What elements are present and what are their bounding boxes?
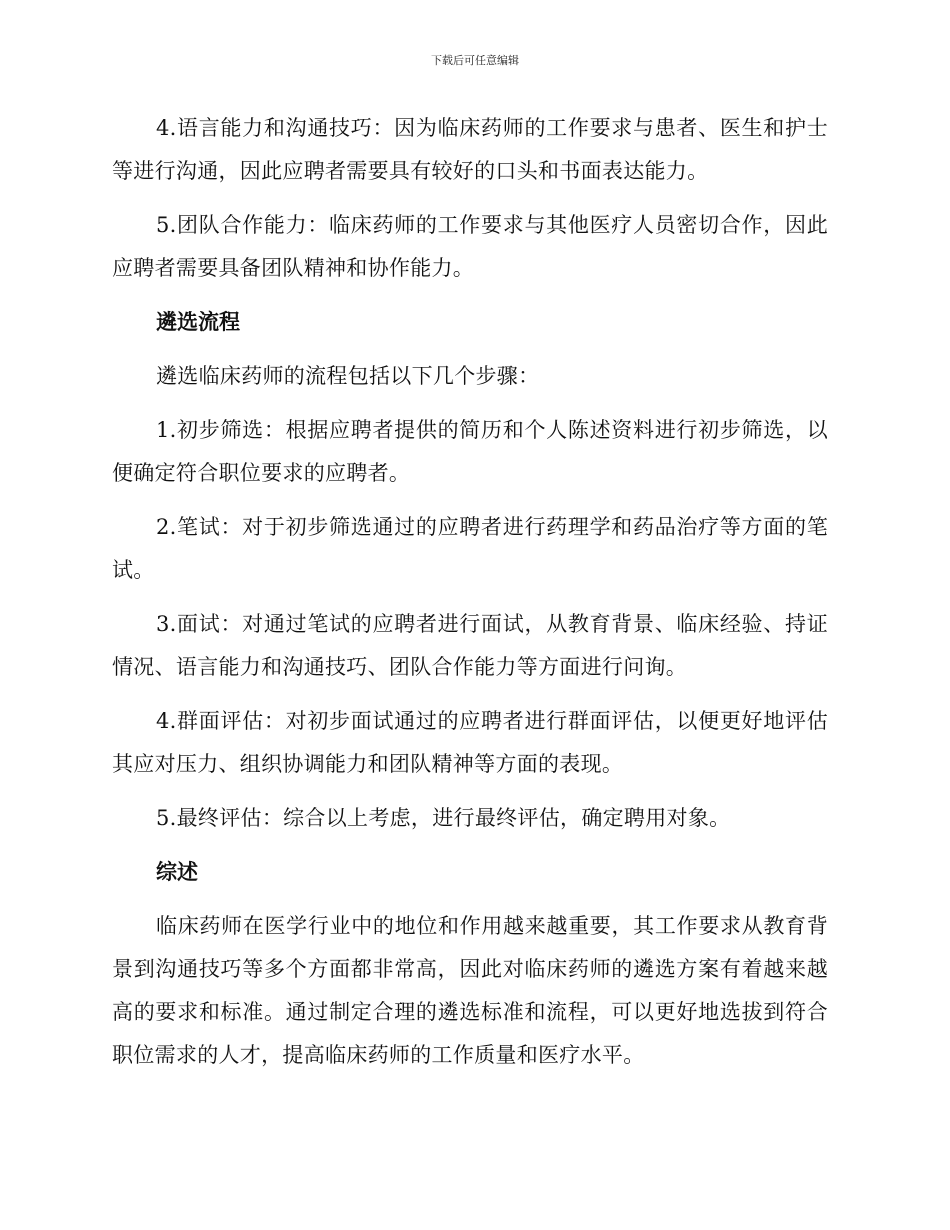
paragraph-teamwork: 5.团队合作能力：临床药师的工作要求与其他医疗人员密切合作，因此应聘者需要具备团队精神和协作能力。 (112, 213, 828, 280)
paragraph-step-screening: 1.初步筛选：根据应聘者提供的简历和个人陈述资料进行初步筛选，以便确定符合职位要求的应聘者。 (112, 418, 828, 485)
document-body (112, 107, 828, 1088)
paragraph-process-intro: 遴选临床药师的流程包括以下几个步骤： (156, 364, 540, 388)
paragraph-language-skills: 4.语言能力和沟通技巧：因为临床药师的工作要求与患者、医生和护士等进行沟通，因此应聘者需要具有较好的口头和书面表达能力。 (112, 116, 828, 183)
heading-selection-process: 遴选流程 (156, 310, 240, 334)
paragraph-step-interview: 3.面试：对通过笔试的应聘者进行面试，从教育背景、临床经验、持证情况、语言能力和沟通技巧、团队合作能力等方面进行问询。 (112, 612, 828, 679)
heading-summary: 综述 (156, 860, 198, 884)
paragraph-step-written-test: 2.笔试：对于初步筛选通过的应聘者进行药理学和药品治疗等方面的笔试。 (112, 515, 828, 582)
paragraph-summary: 临床药师在医学行业中的地位和作用越来越重要，其工作要求从教育背景到沟通技巧等多个方面都非常高，因此对临床药师的遴选方案有着越来越高的要求和标准。通过制定合理的遴选标准和流程，可以更好地选拔到符合职位需求的人才，提高临床药师的工作质量和医疗水平。 (112, 914, 828, 1067)
page-header: 下载后可任意编辑 (431, 54, 519, 67)
paragraph-step-final-assessment: 5.最终评估：综合以上考虑，进行最终评估，确定聘用对象。 (156, 806, 731, 830)
paragraph-step-group-assessment: 4.群面评估：对初步面试通过的应聘者进行群面评估，以便更好地评估其应对压力、组织协调能力和团队精神等方面的表现。 (112, 709, 828, 776)
